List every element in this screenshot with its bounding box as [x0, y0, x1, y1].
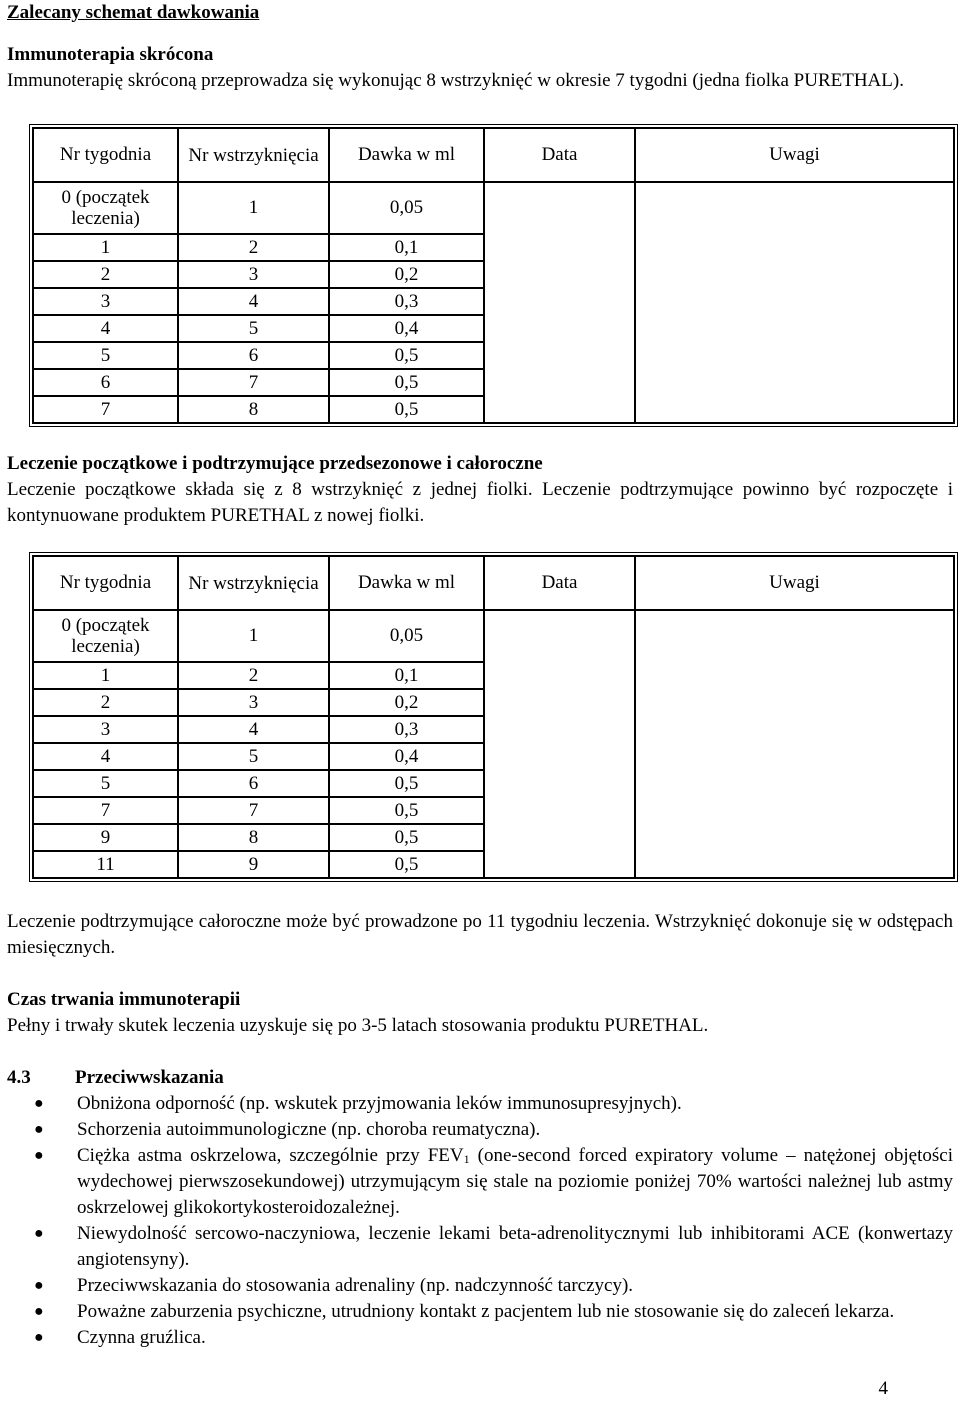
cell-dose: 0,3	[329, 288, 484, 315]
section-title: Zalecany schemat dawkowania	[7, 2, 260, 23]
document-page	[7, 0, 953, 1351]
contraindications-list	[7, 1091, 953, 1351]
list-item	[7, 1091, 953, 1117]
bullet-icon: ●	[34, 1303, 44, 1320]
list-item-text: Przeciwwskazania do stosowania adrenaliny (np. nadczynność tarczycy).	[77, 1275, 634, 1296]
cell-week: 11	[33, 851, 178, 878]
cell-dose: 0,4	[329, 315, 484, 342]
seasonal-heading: Leczenie początkowe i podtrzymujące przedsezonowe i całoroczne	[7, 453, 543, 474]
cell-dose: 0,1	[329, 662, 484, 689]
cell-week: 0 (początek leczenia)	[33, 182, 178, 234]
cell-week: 6	[33, 369, 178, 396]
cell-injection: 2	[178, 662, 329, 689]
cell-dose: 0,5	[329, 369, 484, 396]
table-row	[33, 182, 954, 234]
short-immunotherapy-heading: Immunoterapia skrócona	[7, 44, 214, 65]
cell-week: 5	[33, 770, 178, 797]
page-number: 4	[878, 1378, 888, 1399]
seasonal-text: Leczenie początkowe składa się z 8 wstrzyknięć z jednej fiolki. Leczenie podtrzymujące powinno być rozpoczęte i kontynuowane produktem PURETHAL z nowej fiolki.	[7, 479, 953, 526]
short-schedule-table	[32, 127, 955, 424]
list-item	[7, 1299, 953, 1325]
header-injection: Nr wstrzyknięcia	[178, 556, 329, 610]
cell-dose: 0,5	[329, 342, 484, 369]
cell-injection: 3	[178, 689, 329, 716]
header-week: Nr tygodnia	[33, 128, 178, 182]
cell-week: 4	[33, 743, 178, 770]
header-notes: Uwagi	[635, 556, 954, 610]
cell-week: 3	[33, 716, 178, 743]
short-immunotherapy-text: Immunoterapię skróconą przeprowadza się wykonując 8 wstrzyknięć w okresie 7 tygodni (jedna fiolka PURETHAL).	[7, 70, 904, 91]
cell-injection: 4	[178, 288, 329, 315]
cell-injection: 1	[178, 182, 329, 234]
header-date: Data	[484, 128, 635, 182]
cell-week: 2	[33, 689, 178, 716]
duration-heading: Czas trwania immunoterapii	[7, 989, 241, 1010]
list-item-text: Poważne zaburzenia psychiczne, utrudniony kontakt z pacjentem lub nie stosowanie się do zaleceń lekarza.	[77, 1301, 895, 1322]
cell-week: 7	[33, 396, 178, 423]
cell-dose: 0,3	[329, 716, 484, 743]
list-item-text	[77, 1145, 953, 1218]
header-date: Data	[484, 556, 635, 610]
cell-injection: 6	[178, 770, 329, 797]
cell-dose: 0,05	[329, 182, 484, 234]
list-item-text: Niewydolność sercowo-naczyniowa, leczenie lekami beta-adrenolitycznymi lub inhibitorami ACE (konwertazy angiotensyny).	[77, 1223, 953, 1270]
cell-week: 2	[33, 261, 178, 288]
cell-injection: 8	[178, 824, 329, 851]
cell-injection: 7	[178, 369, 329, 396]
table-header-row	[33, 556, 954, 610]
cell-week: 0 (początek leczenia)	[33, 610, 178, 662]
header-injection: Nr wstrzyknięcia	[178, 128, 329, 182]
cell-dose: 0,2	[329, 689, 484, 716]
table-row	[33, 610, 954, 662]
cell-date	[484, 610, 635, 878]
fev-subscript: 1	[463, 1152, 470, 1166]
cell-dose: 0,2	[329, 261, 484, 288]
asthma-text-start: Ciężka astma oskrzelowa, szczególnie przy FEV	[77, 1145, 464, 1166]
cell-injection: 5	[178, 743, 329, 770]
cell-dose: 0,5	[329, 770, 484, 797]
bullet-icon: ●	[34, 1277, 44, 1294]
bullet-icon: ●	[34, 1147, 44, 1164]
list-item	[7, 1143, 953, 1221]
cell-dose: 0,5	[329, 824, 484, 851]
seasonal-schedule-table	[32, 555, 955, 879]
list-item-text: Czynna gruźlica.	[77, 1327, 206, 1348]
cell-dose: 0,5	[329, 851, 484, 878]
bullet-icon: ●	[34, 1225, 44, 1242]
list-item	[7, 1117, 953, 1143]
cell-injection: 2	[178, 234, 329, 261]
cell-dose: 0,5	[329, 797, 484, 824]
maintenance-text: Leczenie podtrzymujące całoroczne może być prowadzone po 11 tygodniu leczenia. Wstrzyknięć dokonuje się w odstępach miesięcznych.	[7, 911, 953, 958]
cell-dose: 0,5	[329, 396, 484, 423]
cell-dose: 0,1	[329, 234, 484, 261]
asthma-text-end: (one-second forced expiratory volume – natężonej objętości wydechowej pierwszosekundowej) utrzymującym się stale na poziomie poniżej 70% wartości należnej lub astmy oskrzelowej glikokortykosteroidozależnej.	[77, 1145, 953, 1218]
section-heading: Przeciwwskazania	[75, 1067, 224, 1088]
bullet-icon: ●	[34, 1329, 44, 1346]
duration-text: Pełny i trwały skutek leczenia uzyskuje się po 3-5 latach stosowania produktu PURETHAL.	[7, 1015, 709, 1036]
cell-injection: 3	[178, 261, 329, 288]
header-week: Nr tygodnia	[33, 556, 178, 610]
cell-notes	[635, 610, 954, 878]
cell-injection: 4	[178, 716, 329, 743]
header-notes: Uwagi	[635, 128, 954, 182]
section-number: 4.3	[7, 1067, 31, 1088]
list-item	[7, 1325, 953, 1351]
cell-injection: 6	[178, 342, 329, 369]
header-dose: Dawka w ml	[329, 128, 484, 182]
cell-week: 5	[33, 342, 178, 369]
contraindications-heading	[7, 1065, 953, 1091]
cell-dose: 0,4	[329, 743, 484, 770]
cell-injection: 5	[178, 315, 329, 342]
cell-notes	[635, 182, 954, 423]
cell-week: 3	[33, 288, 178, 315]
list-item-text: Schorzenia autoimmunologiczne (np. choroba reumatyczna).	[77, 1119, 541, 1140]
table-header-row	[33, 128, 954, 182]
list-item	[7, 1273, 953, 1299]
cell-dose: 0,05	[329, 610, 484, 662]
bullet-icon: ●	[34, 1095, 44, 1112]
cell-week: 9	[33, 824, 178, 851]
list-item-text: Obniżona odporność (np. wskutek przyjmowania leków immunosupresyjnych).	[77, 1093, 682, 1114]
cell-injection: 7	[178, 797, 329, 824]
cell-injection: 9	[178, 851, 329, 878]
bullet-icon: ●	[34, 1121, 44, 1138]
cell-week: 1	[33, 234, 178, 261]
cell-week: 1	[33, 662, 178, 689]
cell-week: 7	[33, 797, 178, 824]
cell-injection: 1	[178, 610, 329, 662]
cell-week: 4	[33, 315, 178, 342]
header-dose: Dawka w ml	[329, 556, 484, 610]
cell-injection: 8	[178, 396, 329, 423]
cell-date	[484, 182, 635, 423]
list-item	[7, 1221, 953, 1273]
